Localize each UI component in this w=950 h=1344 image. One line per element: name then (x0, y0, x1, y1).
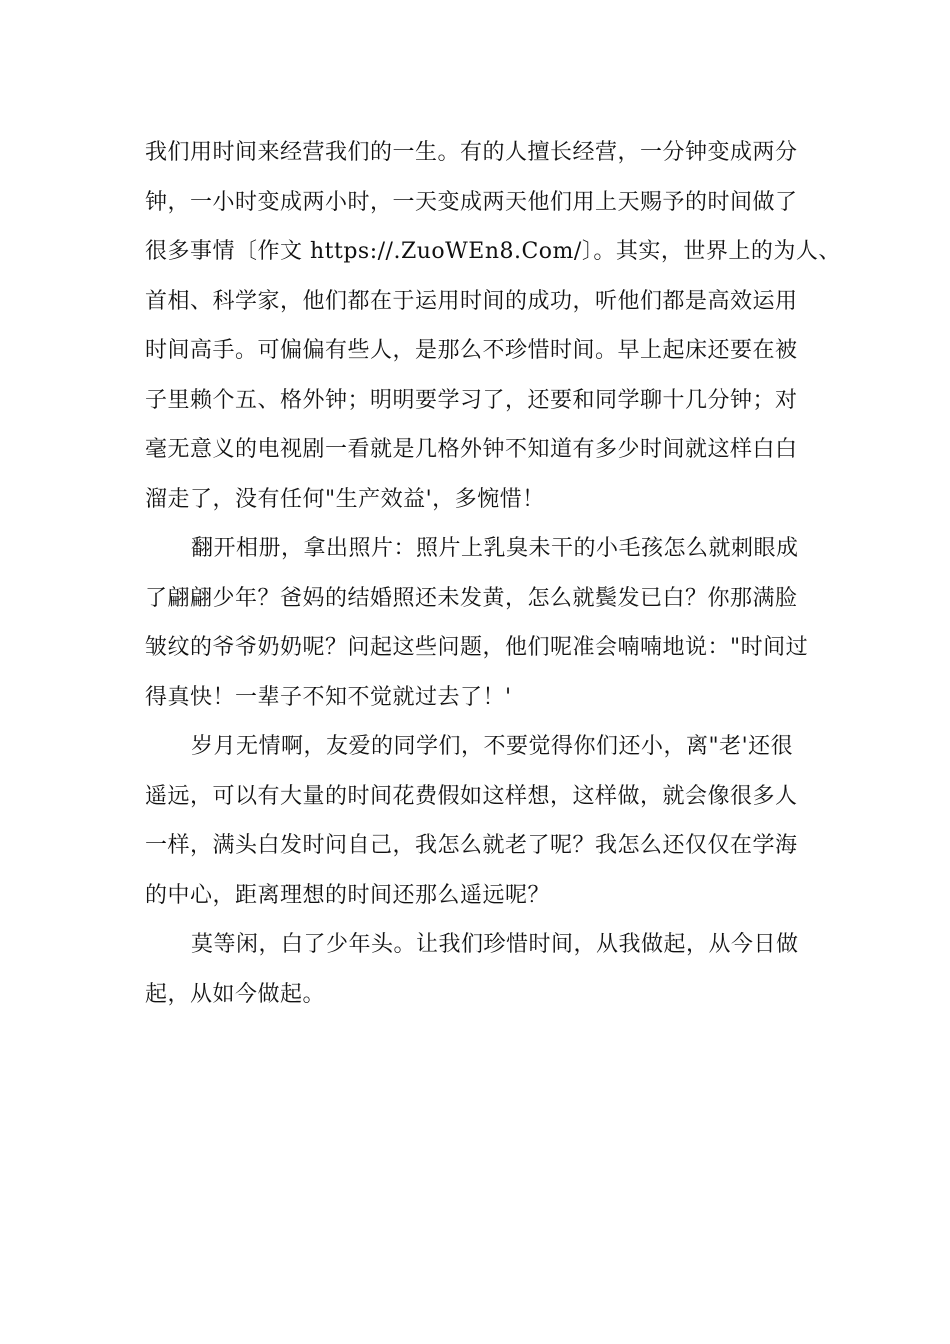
text-line: 的中心，距离理想的时间还那么遥远呢？ (145, 882, 551, 908)
text-line: 得真快！一辈子不知不觉就过去了！' (145, 684, 512, 710)
text-line: 遥远，可以有大量的时间花费假如这样想，这样做，就会像很多人 (145, 783, 798, 809)
paragraph-1 (145, 128, 841, 524)
text-line: 岁月无情啊，友爱的同学们，不要觉得你们还小，离"老'还很 (191, 734, 794, 759)
text-line: 皱纹的爷爷奶奶呢？问起这些问题，他们呢准会喃喃地说："时间过 (145, 635, 809, 660)
paragraph-2 (145, 524, 825, 722)
text-line: 钟，一小时变成两小时，一天变成两天他们用上天赐予的时间做了 (145, 189, 798, 215)
essay-body (145, 128, 841, 1019)
text-line: 我们用时间来经营我们的一生。有的人擅长经营，一分钟变成两分 (145, 140, 798, 165)
text-line: 子里赖个五、格外钟；明明要学习了，还要和同学聊十几分钟；对 (145, 387, 798, 413)
text-line: 时间高手。可偏偏有些人，是那么不珍惜时间。早上起床还要在被 (145, 338, 798, 363)
text-line: 很多事情〔作文 https://.ZuoWEn8.Com/〕。其实，世界上的为人、 (145, 239, 841, 264)
text-line: 首相、科学家，他们都在于运用时间的成功，听他们都是高效运用 (145, 288, 798, 314)
text-line: 了翩翩少年？爸妈的结婚照还未发黄，怎么就鬓发已白？你那满脸 (145, 585, 798, 611)
paragraph-3 (145, 722, 825, 920)
text-line: 莫等闲，白了少年头。让我们珍惜时间，从我做起，从今日做 (191, 932, 799, 957)
text-line: 起，从如今做起。 (145, 981, 326, 1007)
text-line: 一样，满头白发时问自己，我怎么就老了呢？我怎么还仅仅在学海 (145, 833, 798, 858)
paragraph-4 (145, 920, 825, 1019)
text-line: 毫无意义的电视剧一看就是几格外钟不知道有多少时间就这样白白 (145, 437, 798, 462)
text-line: 翻开相册，拿出照片：照片上乳臭未干的小毛孩怎么就刺眼成 (191, 536, 799, 561)
text-line: 溜走了，没有任何"生产效益'，多惋惜！ (145, 486, 545, 512)
